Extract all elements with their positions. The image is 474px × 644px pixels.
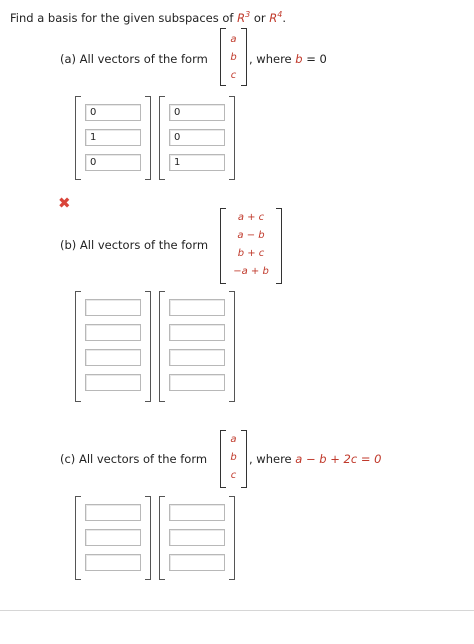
form-entry: a + c bbox=[237, 212, 265, 223]
answer-field[interactable] bbox=[85, 299, 141, 316]
x-mark-icon: ✖ bbox=[58, 194, 71, 212]
answer-field[interactable] bbox=[169, 374, 225, 391]
form-entry: b bbox=[230, 52, 237, 63]
form-entry: b bbox=[230, 452, 237, 463]
answer-field[interactable]: 0 bbox=[169, 129, 225, 146]
part-c-condition bbox=[249, 452, 381, 466]
r4-exponent: 4 bbox=[277, 10, 283, 19]
form-entry: c bbox=[230, 70, 237, 81]
part-a-form-vector bbox=[220, 28, 247, 86]
part-b-label: (b) All vectors of the form bbox=[60, 238, 209, 252]
part-a-answer-vector-1 bbox=[75, 96, 151, 180]
divider bbox=[0, 610, 474, 611]
answer-field[interactable] bbox=[169, 529, 225, 546]
condition-rest: = 0 bbox=[302, 52, 327, 66]
answer-field[interactable] bbox=[169, 504, 225, 521]
condition-var: b bbox=[295, 52, 303, 66]
part-a-condition bbox=[249, 52, 327, 66]
r3-base: R bbox=[237, 10, 246, 25]
part-a-answer-vector-2 bbox=[159, 96, 235, 180]
part-c-answer-vector-2 bbox=[159, 496, 235, 580]
answer-field[interactable] bbox=[85, 374, 141, 391]
part-c-form-vector bbox=[220, 430, 247, 488]
part-b-answer-vector-1 bbox=[75, 291, 151, 402]
part-c-label: (c) All vectors of the form bbox=[60, 452, 208, 466]
problem-title bbox=[10, 10, 286, 25]
answer-field[interactable]: 1 bbox=[169, 154, 225, 171]
answer-field[interactable] bbox=[85, 529, 141, 546]
title-period: . bbox=[282, 10, 287, 25]
answer-field[interactable] bbox=[85, 554, 141, 571]
form-entry: a − b bbox=[237, 230, 265, 241]
answer-field[interactable]: 0 bbox=[85, 154, 141, 171]
r4-base: R bbox=[269, 10, 278, 25]
answer-field[interactable] bbox=[169, 554, 225, 571]
part-b-form-vector bbox=[220, 208, 282, 284]
where-text: , where bbox=[249, 52, 296, 66]
form-entry: −a + b bbox=[233, 266, 269, 277]
r3-symbol bbox=[237, 11, 250, 25]
r4-symbol bbox=[269, 11, 282, 25]
answer-field[interactable] bbox=[169, 349, 225, 366]
form-entry: a bbox=[230, 434, 237, 445]
or-text: or bbox=[250, 10, 270, 25]
title-text: Find a basis for the given subspaces of bbox=[10, 10, 238, 25]
answer-field[interactable] bbox=[169, 299, 225, 316]
condition-expression: a − b + 2c = 0 bbox=[295, 452, 382, 466]
part-a-label: (a) All vectors of the form bbox=[60, 52, 208, 66]
part-c-answer-vector-1 bbox=[75, 496, 151, 580]
answer-field[interactable] bbox=[85, 349, 141, 366]
answer-field[interactable] bbox=[85, 504, 141, 521]
answer-field[interactable] bbox=[85, 324, 141, 341]
answer-field[interactable]: 0 bbox=[85, 104, 141, 121]
where-text: , where bbox=[249, 452, 296, 466]
form-entry: b + c bbox=[237, 248, 265, 259]
answer-field[interactable] bbox=[169, 324, 225, 341]
form-entry: c bbox=[230, 470, 237, 481]
answer-field[interactable]: 0 bbox=[169, 104, 225, 121]
form-entry: a bbox=[230, 34, 237, 45]
r3-exponent: 3 bbox=[245, 10, 251, 19]
part-b-answer-vector-2 bbox=[159, 291, 235, 402]
answer-field[interactable]: 1 bbox=[85, 129, 141, 146]
